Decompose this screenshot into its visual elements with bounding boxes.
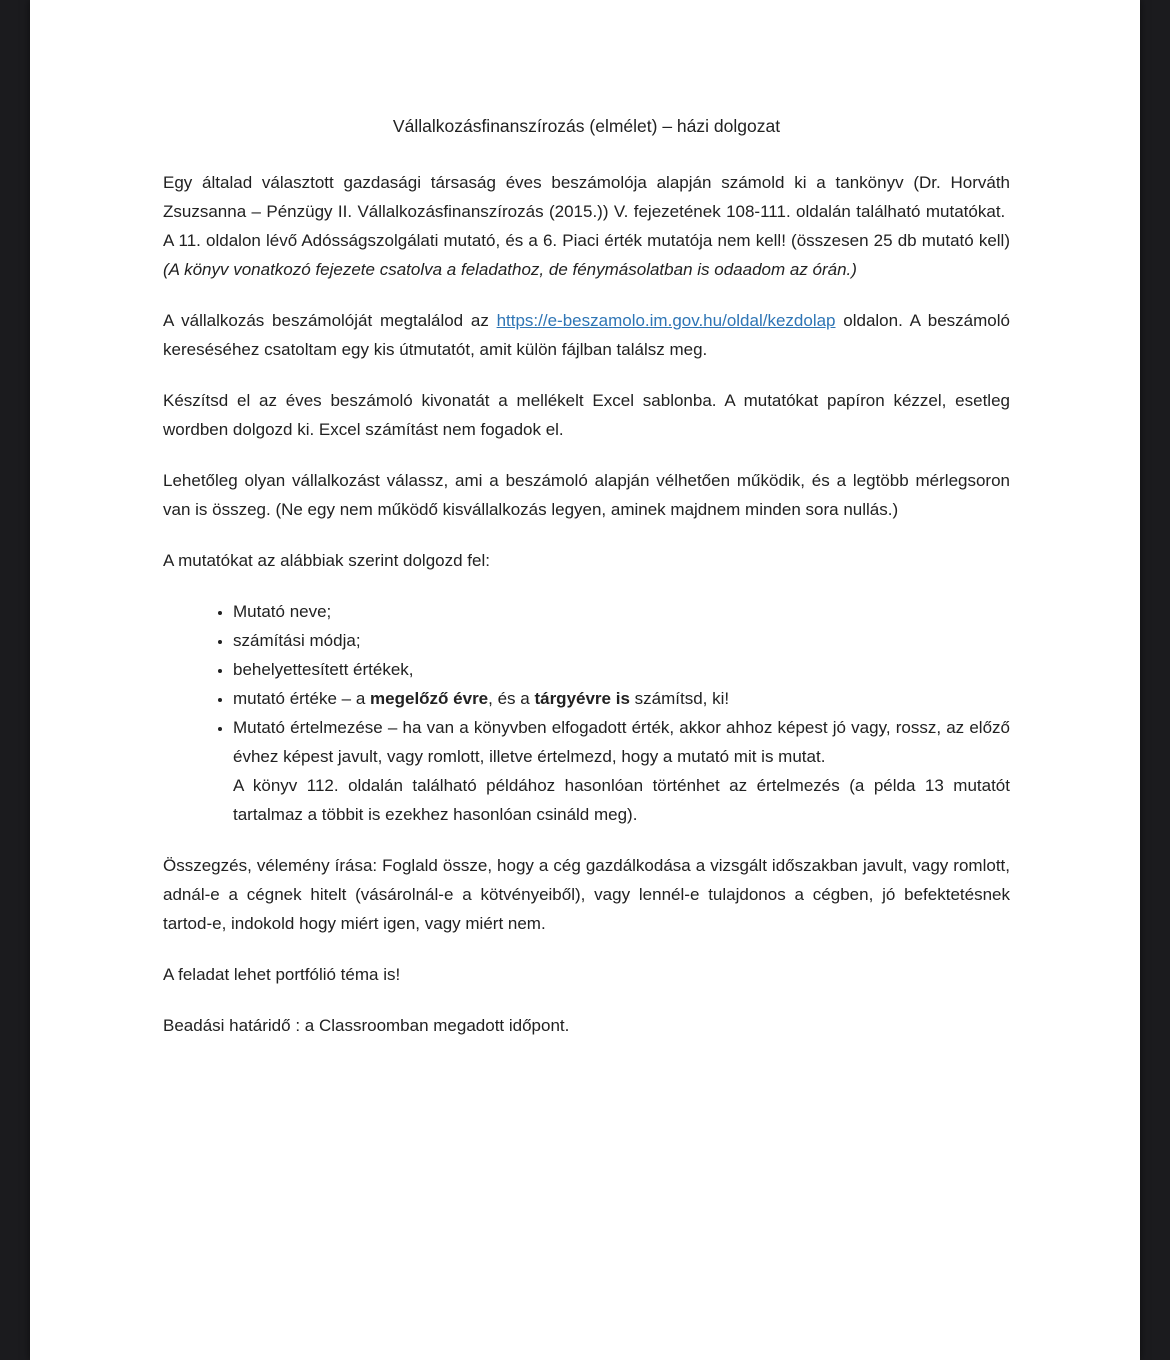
excel-paragraph: Készítsd el az éves beszámoló kivonatát a mellékelt Excel sablonba. A mutatókat papíron kézzel, esetleg wordben dolgozd ki. Excel számítást nem fogadok el. [163, 391, 1010, 439]
list-item-name: • Mutató neve; [233, 597, 1010, 626]
list-intro-paragraph: A mutatókat az alábbiak szerint dolgozd fel: [163, 551, 490, 570]
indicator-value-bold-previous-year: megelőző évre [370, 689, 489, 708]
deadline-paragraph: Beadási határidő : a Classroomban megadott időpont. [163, 1016, 570, 1035]
interpretation-line-2: A könyv 112. oldalán található példához hasonlóan történhet az értelmezés (a példa 13 mutatót tartalmaz a többit is ezekhez hasonlóan csináld meg). [233, 776, 1010, 824]
document-page [30, 0, 1140, 1360]
ebeszamolo-link[interactable]: https://e-beszamolo.im.gov.hu/oldal/kezdolap [496, 311, 836, 330]
source-paragraph [163, 306, 1010, 364]
document-content [163, 112, 1010, 1040]
intro-italic-note: (A könyv vonatkozó fejezete csatolva a feladathoz, de fénymásolatban is odaadom az órán.) [163, 260, 857, 279]
interpretation-line-1: Mutató értelmezése – ha van a könyvben elfogadott érték, akkor ahhoz képest jó vagy, rossz, az előző évhez képest javult, vagy romlott, illetve értelmezd, hogy a mutató mit is mutat. [233, 718, 1010, 766]
list-item-calculation: • számítási módja; [233, 626, 1010, 655]
summary-paragraph: Összegzés, vélemény írása: Foglald össze, hogy a cég gazdálkodása a vizsgált időszakban javult, vagy romlott, adnál-e a cégnek hitelt (vásárolnál-e a kötvényeiből), vagy lennél-e tulajdonos a cégben, jó befektetésnek tartod-e, indokold hogy miért igen, vagy miért nem. [163, 856, 1010, 933]
company-choice-paragraph: Lehetőleg olyan vállalkozást válassz, ami a beszámoló alapján vélhetően működik, és a legtöbb mérlegsoron van is összeg. (Ne egy nem működő kisvállalkozás legyen, aminek majdnem minden sora nullás.) [163, 471, 1010, 519]
indicator-value-text-1: mutató értéke – a [233, 689, 371, 708]
list-item-interpretation [233, 713, 1010, 829]
intro-text: Egy általad választott gazdasági társaság éves beszámolója alapján számold ki a tankönyv (Dr. Horváth Zsuzsanna – Pénzügy II. Vállalkozásfinanszírozás (2015.)) V. fejezetének 108-111. oldalán található mutatókat. A 11. oldalon lévő Adósságszolgálati mutató, és a 6. Piaci érték mutatója nem kell! (összesen 25 db mutató kell) [163, 173, 1010, 250]
intro-paragraph [163, 168, 1010, 284]
indicator-value-text-2: , és a [488, 689, 535, 708]
source-text-before-link: A vállalkozás beszámolóját megtalálod az [163, 311, 497, 330]
source-text-after-link: oldalon. A beszámoló kereséséhez csatoltam egy kis útmutatót, amit külön fájlban találsz meg. [163, 311, 1010, 359]
requirements-list [163, 597, 1010, 829]
portfolio-paragraph: A feladat lehet portfólió téma is! [163, 965, 401, 984]
document-title: Vállalkozásfinanszírozás (elmélet) – házi dolgozat [392, 116, 781, 136]
list-item-indicator-value [233, 684, 1010, 713]
indicator-value-text-3: számítsd, ki! [629, 689, 730, 708]
indicator-value-bold-subject-year: tárgyévre is [534, 689, 630, 708]
list-item-substituted-values: • behelyettesített értékek, [233, 655, 1010, 684]
